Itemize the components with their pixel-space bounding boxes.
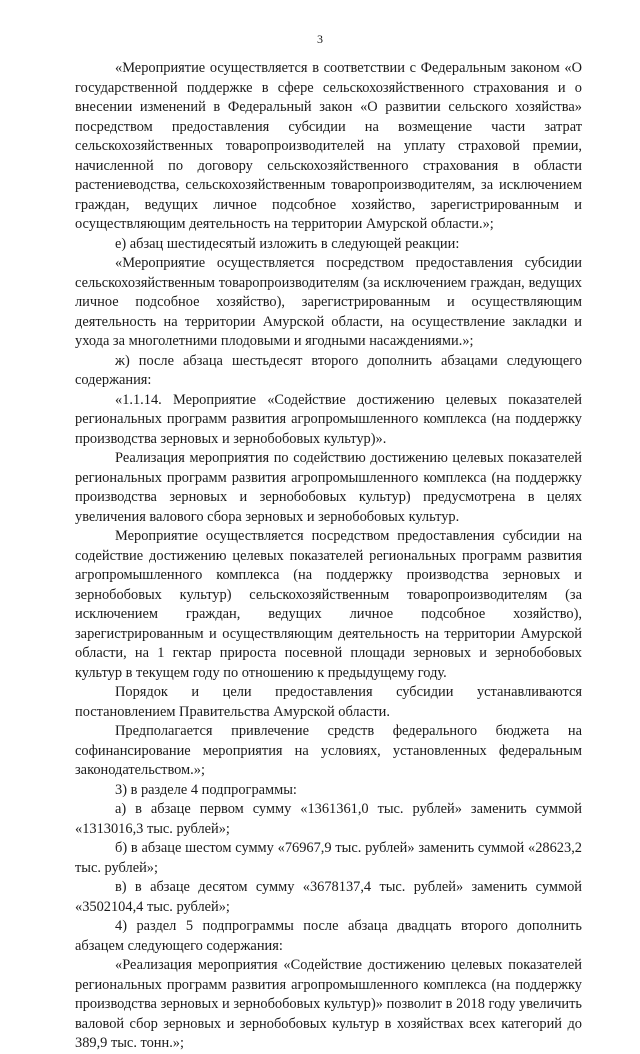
paragraph: «1.1.14. Мероприятие «Содействие достижению целевых показателей региональных программ развития агропромышленного комплекса (на поддержку производства зерновых и зернобобовых культур)». xyxy=(75,391,582,447)
paragraph: Реализация мероприятия по содействию достижению целевых показателей региональных программ развития агропромышленного комплекса (на поддержку производства зерновых и зернобобовых культур) предусмотрена в целях увеличения валового сбора зерновых и зернобобовых культур. xyxy=(75,450,582,525)
paragraph: Порядок и цели предоставления субсидии устанавливаются постановлением Правительства Амурской области. xyxy=(75,684,582,720)
paragraph: «Мероприятие осуществляется посредством предоставления субсидии сельскохозяйственным товаропроизводителям (за исключением граждан, ведущих личное подсобное хозяйство), зарегистрированным и осуществляющим деятельность на территории Амурской области, на осуществление закладки и ухода за многолетними плодовыми и ягодными насаждениями.»; xyxy=(75,255,582,349)
paragraph: ж) после абзаца шестьдесят второго дополнить абзацами следующего содержания: xyxy=(75,352,582,388)
paragraph: 4) раздел 5 подпрограммы после абзаца двадцать второго дополнить абзацем следующего содержания: xyxy=(75,918,582,954)
paragraph: е) абзац шестидесятый изложить в следующей реакции: xyxy=(115,235,460,252)
paragraph: а) в абзаце первом сумму «1361361,0 тыс. рублей» заменить суммой «1313016,3 тыс. рублей»; xyxy=(75,801,582,837)
paragraph: в) в абзаце десятом сумму «3678137,4 тыс. рублей» заменить суммой «3502104,4 тыс. рублей»; xyxy=(75,879,582,915)
paragraph: Предполагается привлечение средств федерального бюджета на софинансирование мероприятия на условиях, установленных федеральным законодательством.»; xyxy=(75,723,582,778)
paragraph: 3) в разделе 4 подпрограммы: xyxy=(115,781,297,798)
paragraph: «Реализация мероприятия «Содействие достижению целевых показателей региональных программ развития агропромышленного комплекса (на поддержку производства зерновых и зернобобовых культур)» позволит в 2018 году увеличить валовой сбор зерновых и зернобобовых культур в хозяйствах всех категорий до 389,9 тыс. тонн.»; xyxy=(75,957,582,1051)
paragraph: Мероприятие осуществляется посредством предоставления субсидии на содействие достижению целевых показателей региональных программ развития агропромышленного комплекса (на поддержку производства зерновых и зернобобовых культур) сельскохозяйственным товаропроизводителям (за исключением граждан, ведущих личное подсобное хозяйство), зарегистрированным и осуществляющим деятельность на территории Амурской области, на 1 гектар прироста посевной площади зерновых и зернобобовых культур в текущем году по отношению к предыдущему году. xyxy=(75,528,582,681)
paragraph: б) в абзаце шестом сумму «76967,9 тыс. рублей» заменить суммой «28623,2 тыс. рублей»; xyxy=(75,840,582,876)
paragraph: «Мероприятие осуществляется в соответствии с Федеральным законом «О государственной поддержке в сфере сельскохозяйственного страхования и о внесении изменений в Федеральный закон «О развитии сельского хозяйства» посредством предоставления субсидии на возмещение части затрат сельскохозяйственных товаропроизводителей на уплату страховой премии, начисленной по договору сельскохозяйственного страхования в области растениеводства, сельскохозяйственным товаропроизводителям, за исключением граждан, ведущих личное подсобное хозяйство, зарегистрированным и осуществляющим деятельность на территории Амурской области.»; xyxy=(75,60,582,232)
document-body xyxy=(75,59,582,1054)
page-number: 3 xyxy=(317,32,323,46)
